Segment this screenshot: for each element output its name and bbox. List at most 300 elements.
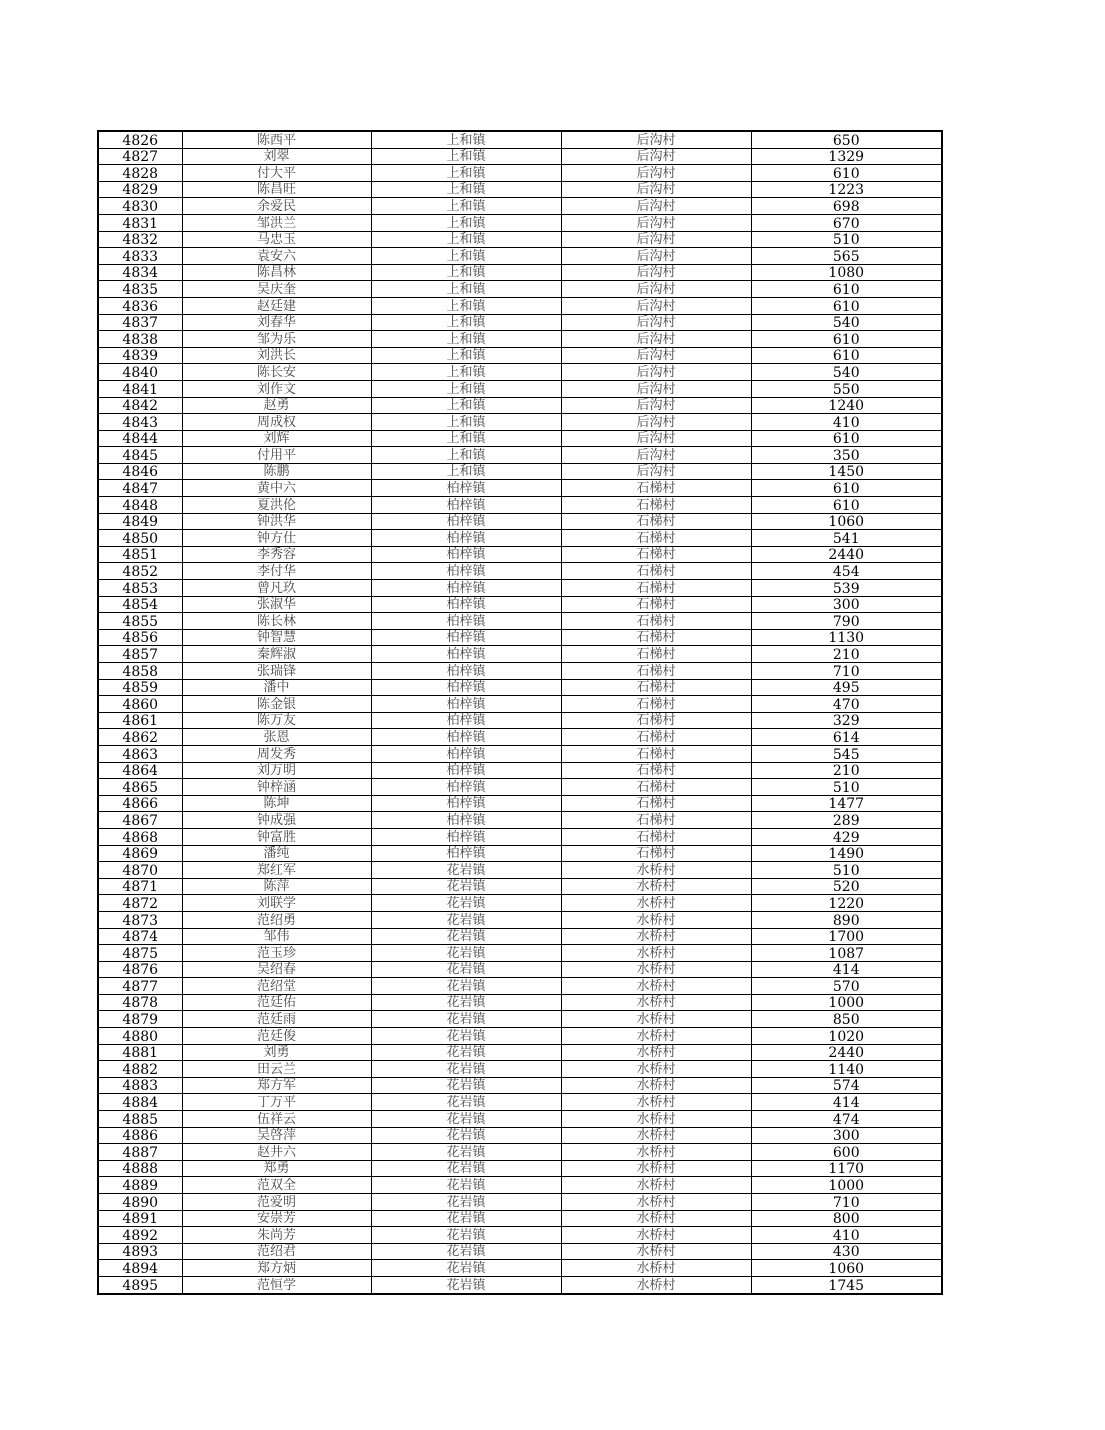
town-cell: 上和镇: [371, 447, 561, 464]
name-cell: 张瑞锋: [182, 663, 371, 680]
amount-cell: 790: [751, 613, 942, 630]
table-row: [98, 828, 942, 845]
name-cell: 陈长林: [182, 613, 371, 630]
row-number-cell: 4879: [98, 1011, 182, 1028]
table-row: [98, 712, 942, 729]
table-row: [98, 696, 942, 713]
town-cell: 上和镇: [371, 198, 561, 215]
table-row: [98, 679, 942, 696]
village-cell: 石梯村: [561, 646, 751, 663]
row-number-cell: 4836: [98, 297, 182, 314]
table-row: [98, 745, 942, 762]
table-row: [98, 463, 942, 480]
village-cell: 水桥村: [561, 1160, 751, 1177]
name-cell: 陈昌林: [182, 264, 371, 281]
amount-cell: 890: [751, 911, 942, 928]
table-row: [98, 447, 942, 464]
row-number-cell: 4838: [98, 331, 182, 348]
amount-cell: 510: [751, 779, 942, 796]
row-number-cell: 4839: [98, 347, 182, 364]
row-number-cell: 4840: [98, 364, 182, 381]
amount-cell: 1020: [751, 1028, 942, 1045]
name-cell: 范绍君: [182, 1243, 371, 1260]
row-number-cell: 4828: [98, 165, 182, 182]
village-cell: 水桥村: [561, 1227, 751, 1244]
table-row: [98, 264, 942, 281]
village-cell: 石梯村: [561, 530, 751, 547]
row-number-cell: 4854: [98, 596, 182, 613]
village-cell: 石梯村: [561, 779, 751, 796]
town-cell: 柏梓镇: [371, 729, 561, 746]
table-row: [98, 779, 942, 796]
row-number-cell: 4893: [98, 1243, 182, 1260]
name-cell: 吴绍春: [182, 961, 371, 978]
village-cell: 水桥村: [561, 862, 751, 879]
village-cell: 石梯村: [561, 795, 751, 812]
amount-cell: 1450: [751, 463, 942, 480]
name-cell: 钟智慧: [182, 629, 371, 646]
table-row: [98, 281, 942, 298]
table-row: [98, 1094, 942, 1111]
table-row: [98, 812, 942, 829]
village-cell: 后沟村: [561, 463, 751, 480]
row-number-cell: 4866: [98, 795, 182, 812]
table-row: [98, 795, 942, 812]
amount-cell: 430: [751, 1243, 942, 1260]
village-cell: 石梯村: [561, 580, 751, 597]
town-cell: 上和镇: [371, 414, 561, 431]
village-cell: 水桥村: [561, 1028, 751, 1045]
village-cell: 石梯村: [561, 563, 751, 580]
town-cell: 柏梓镇: [371, 546, 561, 563]
town-cell: 柏梓镇: [371, 497, 561, 514]
village-cell: 水桥村: [561, 994, 751, 1011]
village-cell: 后沟村: [561, 281, 751, 298]
village-cell: 水桥村: [561, 1077, 751, 1094]
amount-cell: 414: [751, 961, 942, 978]
village-cell: 后沟村: [561, 131, 751, 148]
row-number-cell: 4894: [98, 1260, 182, 1277]
row-number-cell: 4850: [98, 530, 182, 547]
row-number-cell: 4831: [98, 214, 182, 231]
name-cell: 安崇芳: [182, 1210, 371, 1227]
table-row: [98, 198, 942, 215]
amount-cell: 539: [751, 580, 942, 597]
village-cell: 水桥村: [561, 1044, 751, 1061]
table-row: [98, 862, 942, 879]
town-cell: 花岩镇: [371, 1227, 561, 1244]
row-number-cell: 4881: [98, 1044, 182, 1061]
table-body: [98, 131, 942, 1294]
row-number-cell: 4848: [98, 497, 182, 514]
village-cell: 石梯村: [561, 480, 751, 497]
amount-cell: 210: [751, 646, 942, 663]
name-cell: 郑勇: [182, 1160, 371, 1177]
amount-cell: 2440: [751, 546, 942, 563]
name-cell: 陈长安: [182, 364, 371, 381]
row-number-cell: 4842: [98, 397, 182, 414]
row-number-cell: 4883: [98, 1077, 182, 1094]
name-cell: 张淑华: [182, 596, 371, 613]
town-cell: 花岩镇: [371, 1177, 561, 1194]
amount-cell: 520: [751, 878, 942, 895]
row-number-cell: 4862: [98, 729, 182, 746]
name-cell: 陈坤: [182, 795, 371, 812]
amount-cell: 1140: [751, 1061, 942, 1078]
row-number-cell: 4869: [98, 845, 182, 862]
name-cell: 袁安六: [182, 248, 371, 265]
row-number-cell: 4849: [98, 513, 182, 530]
amount-cell: 610: [751, 331, 942, 348]
row-number-cell: 4830: [98, 198, 182, 215]
town-cell: 上和镇: [371, 131, 561, 148]
village-cell: 后沟村: [561, 231, 751, 248]
table-row: [98, 1177, 942, 1194]
amount-cell: 1087: [751, 945, 942, 962]
name-cell: 陈西平: [182, 131, 371, 148]
amount-cell: 1223: [751, 181, 942, 198]
name-cell: 刘联学: [182, 895, 371, 912]
village-cell: 水桥村: [561, 1144, 751, 1161]
amount-cell: 414: [751, 1094, 942, 1111]
name-cell: 范绍堂: [182, 978, 371, 995]
row-number-cell: 4874: [98, 928, 182, 945]
village-cell: 石梯村: [561, 696, 751, 713]
amount-cell: 565: [751, 248, 942, 265]
table-row: [98, 546, 942, 563]
village-cell: 水桥村: [561, 961, 751, 978]
table-row: [98, 530, 942, 547]
amount-cell: 474: [751, 1111, 942, 1128]
table-row: [98, 961, 942, 978]
village-cell: 水桥村: [561, 1194, 751, 1211]
town-cell: 上和镇: [371, 281, 561, 298]
village-cell: 石梯村: [561, 613, 751, 630]
name-cell: 陈鹏: [182, 463, 371, 480]
village-cell: 石梯村: [561, 629, 751, 646]
town-cell: 花岩镇: [371, 878, 561, 895]
village-cell: 水桥村: [561, 1243, 751, 1260]
name-cell: 周发秀: [182, 745, 371, 762]
row-number-cell: 4853: [98, 580, 182, 597]
name-cell: 周成权: [182, 414, 371, 431]
village-cell: 水桥村: [561, 1210, 751, 1227]
amount-cell: 510: [751, 231, 942, 248]
town-cell: 柏梓镇: [371, 530, 561, 547]
name-cell: 范玉珍: [182, 945, 371, 962]
name-cell: 潘中: [182, 679, 371, 696]
town-cell: 花岩镇: [371, 1011, 561, 1028]
name-cell: 范绍勇: [182, 911, 371, 928]
name-cell: 陈昌旺: [182, 181, 371, 198]
table-row: [98, 629, 942, 646]
amount-cell: 1490: [751, 845, 942, 862]
town-cell: 上和镇: [371, 214, 561, 231]
name-cell: 付大平: [182, 165, 371, 182]
town-cell: 柏梓镇: [371, 828, 561, 845]
village-cell: 水桥村: [561, 878, 751, 895]
row-number-cell: 4864: [98, 762, 182, 779]
table-row: [98, 1260, 942, 1277]
name-cell: 朱尚芳: [182, 1227, 371, 1244]
town-cell: 花岩镇: [371, 978, 561, 995]
row-number-cell: 4886: [98, 1127, 182, 1144]
table-row: [98, 513, 942, 530]
town-cell: 柏梓镇: [371, 513, 561, 530]
town-cell: 花岩镇: [371, 1127, 561, 1144]
town-cell: 上和镇: [371, 463, 561, 480]
amount-cell: 1700: [751, 928, 942, 945]
table-row: [98, 347, 942, 364]
town-cell: 花岩镇: [371, 862, 561, 879]
name-cell: 钟梓涵: [182, 779, 371, 796]
town-cell: 花岩镇: [371, 1044, 561, 1061]
amount-cell: 2440: [751, 1044, 942, 1061]
amount-cell: 600: [751, 1144, 942, 1161]
table-row: [98, 1194, 942, 1211]
table-row: [98, 1276, 942, 1293]
name-cell: 刘春华: [182, 314, 371, 331]
village-cell: 水桥村: [561, 1094, 751, 1111]
name-cell: 曾凡玖: [182, 580, 371, 597]
town-cell: 上和镇: [371, 248, 561, 265]
village-cell: 石梯村: [561, 828, 751, 845]
table-row: [98, 480, 942, 497]
table-row: [98, 231, 942, 248]
town-cell: 花岩镇: [371, 1028, 561, 1045]
row-number-cell: 4834: [98, 264, 182, 281]
amount-cell: 470: [751, 696, 942, 713]
name-cell: 刘翠: [182, 148, 371, 165]
village-cell: 水桥村: [561, 1111, 751, 1128]
town-cell: 上和镇: [371, 397, 561, 414]
table-row: [98, 1160, 942, 1177]
name-cell: 刘洪长: [182, 347, 371, 364]
village-cell: 后沟村: [561, 430, 751, 447]
village-cell: 石梯村: [561, 663, 751, 680]
row-number-cell: 4852: [98, 563, 182, 580]
table-row: [98, 1111, 942, 1128]
name-cell: 秦辉淑: [182, 646, 371, 663]
town-cell: 柏梓镇: [371, 596, 561, 613]
row-number-cell: 4856: [98, 629, 182, 646]
town-cell: 上和镇: [371, 165, 561, 182]
amount-cell: 1240: [751, 397, 942, 414]
name-cell: 郑方军: [182, 1077, 371, 1094]
town-cell: 柏梓镇: [371, 845, 561, 862]
row-number-cell: 4829: [98, 181, 182, 198]
name-cell: 马忠玉: [182, 231, 371, 248]
table-row: [98, 911, 942, 928]
amount-cell: 1745: [751, 1276, 942, 1293]
row-number-cell: 4871: [98, 878, 182, 895]
amount-cell: 610: [751, 165, 942, 182]
row-number-cell: 4846: [98, 463, 182, 480]
amount-cell: 510: [751, 862, 942, 879]
amount-cell: 410: [751, 1227, 942, 1244]
amount-cell: 429: [751, 828, 942, 845]
name-cell: 潘纯: [182, 845, 371, 862]
table-row: [98, 1243, 942, 1260]
table-row: [98, 845, 942, 862]
table-row: [98, 364, 942, 381]
amount-cell: 610: [751, 497, 942, 514]
village-cell: 水桥村: [561, 928, 751, 945]
town-cell: 花岩镇: [371, 961, 561, 978]
amount-cell: 650: [751, 131, 942, 148]
row-number-cell: 4892: [98, 1227, 182, 1244]
table-row: [98, 613, 942, 630]
table-row: [98, 1028, 942, 1045]
row-number-cell: 4826: [98, 131, 182, 148]
village-cell: 后沟村: [561, 331, 751, 348]
village-cell: 石梯村: [561, 497, 751, 514]
town-cell: 花岩镇: [371, 1210, 561, 1227]
row-number-cell: 4887: [98, 1144, 182, 1161]
amount-cell: 550: [751, 380, 942, 397]
row-number-cell: 4859: [98, 679, 182, 696]
name-cell: 钟成强: [182, 812, 371, 829]
town-cell: 花岩镇: [371, 1144, 561, 1161]
town-cell: 花岩镇: [371, 1260, 561, 1277]
amount-cell: 1329: [751, 148, 942, 165]
row-number-cell: 4837: [98, 314, 182, 331]
village-cell: 水桥村: [561, 911, 751, 928]
town-cell: 花岩镇: [371, 1111, 561, 1128]
village-cell: 后沟村: [561, 297, 751, 314]
town-cell: 上和镇: [371, 314, 561, 331]
table-row: [98, 994, 942, 1011]
table-row: [98, 596, 942, 613]
row-number-cell: 4843: [98, 414, 182, 431]
row-number-cell: 4841: [98, 380, 182, 397]
table-row: [98, 878, 942, 895]
amount-cell: 350: [751, 447, 942, 464]
village-cell: 石梯村: [561, 596, 751, 613]
amount-cell: 210: [751, 762, 942, 779]
village-cell: 后沟村: [561, 447, 751, 464]
village-cell: 后沟村: [561, 248, 751, 265]
amount-cell: 1060: [751, 513, 942, 530]
row-number-cell: 4861: [98, 712, 182, 729]
village-cell: 后沟村: [561, 264, 751, 281]
village-cell: 后沟村: [561, 198, 751, 215]
town-cell: 花岩镇: [371, 994, 561, 1011]
town-cell: 柏梓镇: [371, 679, 561, 696]
row-number-cell: 4857: [98, 646, 182, 663]
town-cell: 上和镇: [371, 347, 561, 364]
amount-cell: 1060: [751, 1260, 942, 1277]
name-cell: 李付华: [182, 563, 371, 580]
table-row: [98, 1227, 942, 1244]
table-row: [98, 1061, 942, 1078]
table-row: [98, 895, 942, 912]
village-cell: 水桥村: [561, 895, 751, 912]
table-row: [98, 928, 942, 945]
name-cell: 吴庆奎: [182, 281, 371, 298]
town-cell: 花岩镇: [371, 945, 561, 962]
name-cell: 邹为乐: [182, 331, 371, 348]
name-cell: 夏洪伦: [182, 497, 371, 514]
amount-cell: 300: [751, 1127, 942, 1144]
amount-cell: 540: [751, 364, 942, 381]
row-number-cell: 4876: [98, 961, 182, 978]
row-number-cell: 4875: [98, 945, 182, 962]
amount-cell: 300: [751, 596, 942, 613]
table-row: [98, 297, 942, 314]
table-row: [98, 1144, 942, 1161]
village-cell: 水桥村: [561, 1177, 751, 1194]
table-row: [98, 729, 942, 746]
name-cell: 刘勇: [182, 1044, 371, 1061]
town-cell: 上和镇: [371, 231, 561, 248]
village-cell: 石梯村: [561, 679, 751, 696]
amount-cell: 610: [751, 347, 942, 364]
amount-cell: 800: [751, 1210, 942, 1227]
table-row: [98, 248, 942, 265]
town-cell: 花岩镇: [371, 1243, 561, 1260]
town-cell: 上和镇: [371, 380, 561, 397]
row-number-cell: 4847: [98, 480, 182, 497]
village-cell: 后沟村: [561, 380, 751, 397]
row-number-cell: 4860: [98, 696, 182, 713]
amount-cell: 614: [751, 729, 942, 746]
town-cell: 柏梓镇: [371, 580, 561, 597]
town-cell: 花岩镇: [371, 928, 561, 945]
village-cell: 石梯村: [561, 745, 751, 762]
amount-cell: 710: [751, 1194, 942, 1211]
name-cell: 陈萍: [182, 878, 371, 895]
name-cell: 范廷雨: [182, 1011, 371, 1028]
row-number-cell: 4851: [98, 546, 182, 563]
village-cell: 石梯村: [561, 812, 751, 829]
table-row: [98, 762, 942, 779]
name-cell: 郑方炳: [182, 1260, 371, 1277]
town-cell: 花岩镇: [371, 1276, 561, 1293]
table-row: [98, 497, 942, 514]
amount-cell: 545: [751, 745, 942, 762]
amount-cell: 289: [751, 812, 942, 829]
town-cell: 上和镇: [371, 297, 561, 314]
amount-cell: 541: [751, 530, 942, 547]
table-row: [98, 663, 942, 680]
name-cell: 刘万明: [182, 762, 371, 779]
town-cell: 柏梓镇: [371, 613, 561, 630]
amount-cell: 1477: [751, 795, 942, 812]
name-cell: 赵勇: [182, 397, 371, 414]
row-number-cell: 4868: [98, 828, 182, 845]
town-cell: 花岩镇: [371, 1194, 561, 1211]
village-cell: 水桥村: [561, 1260, 751, 1277]
row-number-cell: 4884: [98, 1094, 182, 1111]
table-row: [98, 563, 942, 580]
name-cell: 田云兰: [182, 1061, 371, 1078]
town-cell: 花岩镇: [371, 1061, 561, 1078]
row-number-cell: 4880: [98, 1028, 182, 1045]
town-cell: 花岩镇: [371, 911, 561, 928]
row-number-cell: 4827: [98, 148, 182, 165]
name-cell: 邹伟: [182, 928, 371, 945]
village-cell: 水桥村: [561, 1061, 751, 1078]
village-cell: 水桥村: [561, 1127, 751, 1144]
village-cell: 水桥村: [561, 978, 751, 995]
table-row: [98, 580, 942, 597]
town-cell: 上和镇: [371, 430, 561, 447]
village-cell: 后沟村: [561, 165, 751, 182]
amount-cell: 850: [751, 1011, 942, 1028]
town-cell: 柏梓镇: [371, 812, 561, 829]
village-cell: 水桥村: [561, 1011, 751, 1028]
